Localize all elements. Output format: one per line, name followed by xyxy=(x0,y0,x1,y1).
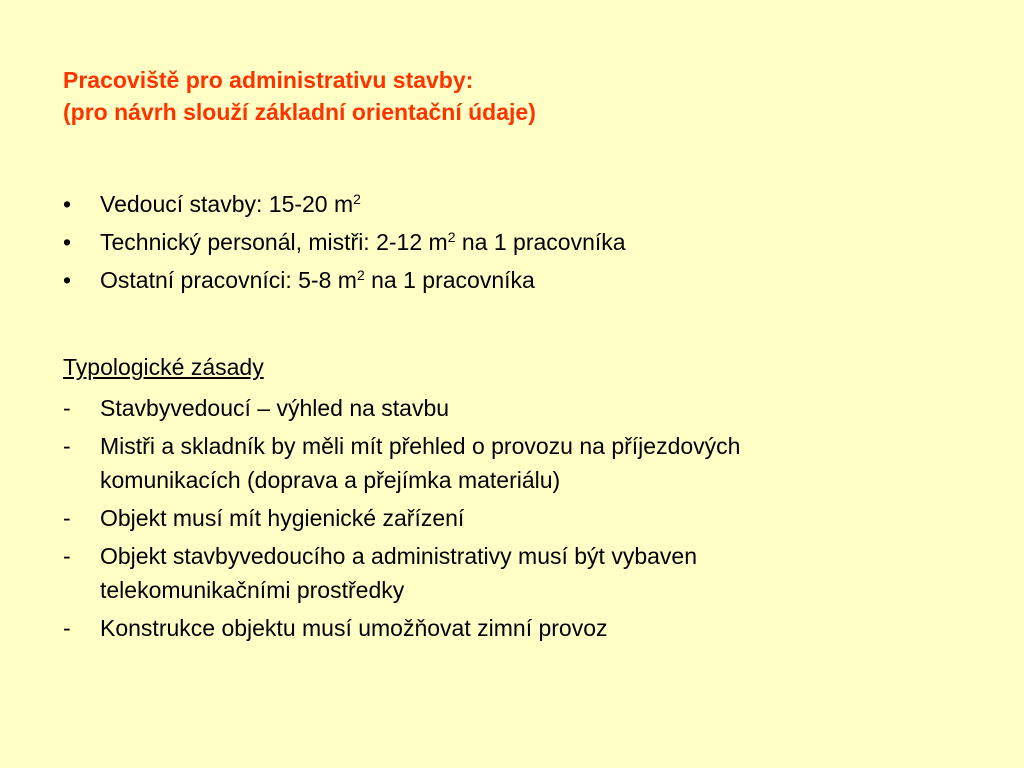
list-item xyxy=(63,611,963,645)
list-item-text: Stavbyvedoucí – výhled na stavbu xyxy=(100,395,450,421)
bullet-icon: • xyxy=(63,191,72,217)
dash-icon: - xyxy=(63,543,71,569)
list-item xyxy=(63,223,963,261)
list-item-text: Konstrukce objektu musí umožňovat zimní provoz xyxy=(100,615,608,641)
list-item xyxy=(63,185,963,223)
slide-title xyxy=(63,64,963,128)
list-item-text: Mistři a skladník by měli mít přehled o provozu na příjezdových xyxy=(100,433,741,459)
list-item-text-continued: telekomunikačními prostředky xyxy=(100,577,405,603)
superscript: 2 xyxy=(356,267,365,283)
list-item xyxy=(63,429,963,497)
list-item-suffix: na 1 pracovníka xyxy=(364,267,535,293)
title-line-2: (pro návrh slouží základní orientační údaje) xyxy=(63,99,536,125)
dash-icon: - xyxy=(63,615,71,641)
list-item xyxy=(63,501,963,535)
list-item xyxy=(63,539,963,607)
list-item-text: Vedoucí stavby: 15-20 m xyxy=(100,191,354,217)
list-item-text-continued: komunikacích (doprava a přejímka materiálu) xyxy=(100,467,561,493)
title-line-1: Pracoviště pro administrativu stavby: xyxy=(63,67,474,93)
section-heading: Typologické zásady xyxy=(63,354,264,380)
list-item xyxy=(63,261,963,299)
dash-icon: - xyxy=(63,395,71,421)
superscript: 2 xyxy=(447,229,456,245)
list-item xyxy=(63,391,963,425)
area-requirements-list xyxy=(63,185,963,299)
bullet-icon: • xyxy=(63,229,72,255)
list-item-text: Technický personál, mistři: 2-12 m xyxy=(100,229,448,255)
list-item-text: Objekt stavbyvedoucího a administrativy musí být vybaven xyxy=(100,543,698,569)
dash-icon: - xyxy=(63,433,71,459)
list-item-text: Objekt musí mít hygienické zařízení xyxy=(100,505,465,531)
bullet-icon: • xyxy=(63,267,72,293)
typology-rules-list xyxy=(63,391,963,649)
list-item-suffix: na 1 pracovníka xyxy=(455,229,626,255)
superscript: 2 xyxy=(353,191,361,207)
dash-icon: - xyxy=(63,505,71,531)
list-item-text: Ostatní pracovníci: 5-8 m xyxy=(100,267,357,293)
